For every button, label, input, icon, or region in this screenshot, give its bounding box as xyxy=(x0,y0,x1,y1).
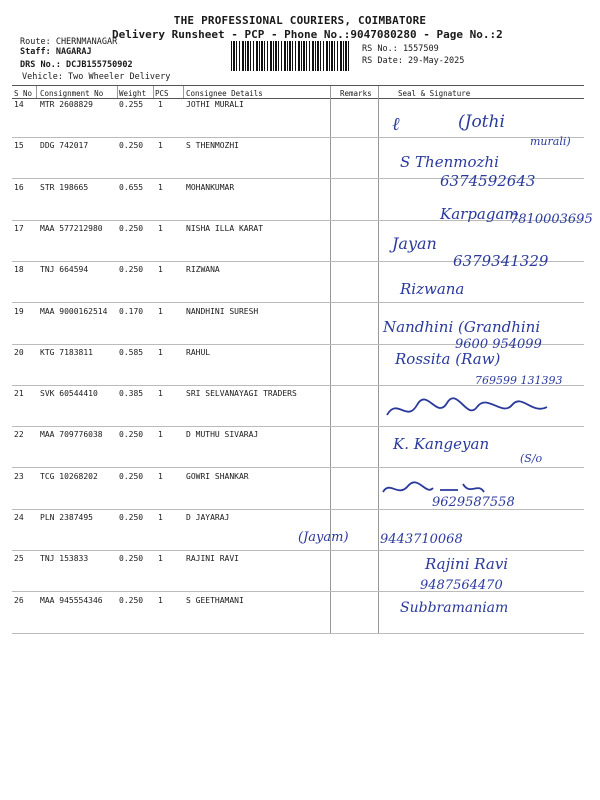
handwritten-note: Jayan xyxy=(392,234,437,253)
row-sno: 20 xyxy=(14,347,24,357)
row-sno: 21 xyxy=(14,389,24,399)
row-weight: 0.250 xyxy=(119,554,144,564)
handwritten-note: 9487564470 xyxy=(420,578,503,593)
row-consignment-no: MTR 2608829 xyxy=(40,100,93,109)
rs-number: RS No.: 1557509 xyxy=(362,44,439,54)
row-divider xyxy=(12,633,584,634)
row-weight: 0.385 xyxy=(119,389,144,399)
handwritten-note: S Thenmozhi xyxy=(400,153,499,171)
row-consignment-no: MAA 577212980 xyxy=(40,223,103,233)
row-consignee: RIZWANA xyxy=(186,265,220,275)
handwritten-note: 9600 954099 xyxy=(455,337,542,352)
handwritten-note: murali) xyxy=(530,135,571,148)
row-divider xyxy=(12,550,584,551)
row-weight: 0.250 xyxy=(119,223,144,233)
col-divider xyxy=(153,86,154,98)
row-divider xyxy=(12,426,584,427)
col-consignment: Consignment No xyxy=(40,89,104,98)
row-consignment-no: STR 198665 xyxy=(40,182,89,192)
row-consignee: SRI SELVANAYAGI TRADERS xyxy=(186,389,297,399)
row-weight: 0.255 xyxy=(119,100,144,109)
rs-date: RS Date: 29-May-2025 xyxy=(362,56,465,66)
col-remarks: Remarks xyxy=(340,89,372,98)
handwritten-note: 7810003695 xyxy=(510,212,593,227)
row-consignment-no: TCG 10268202 xyxy=(40,471,98,481)
row-consignee: D JAYARAJ xyxy=(186,513,230,522)
row-sno: 17 xyxy=(14,223,24,233)
row-consignee: S THENMOZHI xyxy=(186,141,239,151)
row-pcs: 1 xyxy=(158,100,163,109)
row-sno: 26 xyxy=(14,595,24,605)
row-consignment-no: PLN 2387495 xyxy=(40,513,93,522)
row-sno: 22 xyxy=(14,430,24,440)
handwritten-note: Rizwana xyxy=(400,280,465,298)
handwritten-note: 9443710068 xyxy=(380,532,463,547)
handwritten-note: (Jothi xyxy=(458,112,505,132)
row-weight: 0.250 xyxy=(119,471,144,481)
header-bottom-rule xyxy=(12,98,584,99)
row-weight: 0.250 xyxy=(119,265,144,275)
row-sno: 16 xyxy=(14,182,24,192)
handwritten-note: (Jayam) xyxy=(298,530,349,545)
handwritten-note: 769599 131393 xyxy=(475,374,563,387)
row-weight: 0.170 xyxy=(119,306,144,316)
row-pcs: 1 xyxy=(158,347,163,357)
handwritten-note: 6379341329 xyxy=(453,252,549,270)
row-consignment-no: TNJ 664594 xyxy=(40,265,89,275)
col-sno: S No xyxy=(14,89,33,98)
row-consignee: GOWRI SHANKAR xyxy=(186,471,249,481)
table-row xyxy=(0,265,600,306)
handwritten-note: K. Kangeyan xyxy=(393,435,490,453)
row-weight: 0.585 xyxy=(119,347,144,357)
row-divider xyxy=(12,467,584,468)
table-row xyxy=(0,430,600,471)
row-sno: 19 xyxy=(14,306,24,316)
row-consignee: RAJINI RAVI xyxy=(186,554,239,564)
row-consignee: MOHANKUMAR xyxy=(186,182,235,192)
row-sno: 15 xyxy=(14,141,24,151)
row-divider xyxy=(12,302,584,303)
handwritten-mark: ℓ xyxy=(392,114,400,135)
tamil-signature xyxy=(382,395,552,425)
row-consignment-no: TNJ 153833 xyxy=(40,554,89,564)
row-consignment-no: MAA 709776038 xyxy=(40,430,103,440)
row-consignee: NISHA ILLA KARAT xyxy=(186,223,264,233)
row-pcs: 1 xyxy=(158,306,163,316)
col-divider xyxy=(117,86,118,98)
handwritten-note: Rossita (Raw) xyxy=(395,350,501,368)
row-pcs: 1 xyxy=(158,430,163,440)
row-pcs: 1 xyxy=(158,513,163,522)
drs-number: DRS No.: DCJB155750902 xyxy=(20,60,133,70)
row-sno: 18 xyxy=(14,265,24,275)
row-consignment-no: KTG 7183811 xyxy=(40,347,93,357)
row-consignment-no: MAA 945554346 xyxy=(40,595,103,605)
row-weight: 0.250 xyxy=(119,430,144,440)
row-consignee: S GEETHAMANI xyxy=(186,595,244,605)
barcode xyxy=(231,41,351,71)
row-consignee: RAHUL xyxy=(186,347,211,357)
handwritten-note: Nandhini (Grandhini xyxy=(383,318,541,336)
table-row xyxy=(0,596,600,637)
row-consignment-no: MAA 9000162514 xyxy=(40,306,108,316)
col-divider xyxy=(183,86,184,98)
route-label: Route: CHERNMANAGAR xyxy=(20,37,118,47)
handwritten-note: (S/o xyxy=(520,452,543,465)
row-consignee: JOTHI MURALI xyxy=(186,100,244,109)
row-consignee: NANDHINI SURESH xyxy=(186,306,259,316)
header-top-rule xyxy=(12,85,584,86)
row-sno: 24 xyxy=(14,513,24,522)
row-weight: 0.250 xyxy=(119,513,144,522)
row-divider xyxy=(12,137,584,138)
staff-label: Staff: NAGARAJ xyxy=(20,47,92,57)
row-consignment-no: SVK 60544410 xyxy=(40,389,98,399)
row-pcs: 1 xyxy=(158,389,163,399)
table-row xyxy=(0,554,600,595)
row-weight: 0.655 xyxy=(119,182,144,192)
col-signature: Seal & Signature xyxy=(398,89,471,98)
row-pcs: 1 xyxy=(158,595,163,605)
row-pcs: 1 xyxy=(158,223,163,233)
company-title: THE PROFESSIONAL COURIERS, COIMBATORE xyxy=(173,14,427,27)
handwritten-note: Karpagam xyxy=(440,205,519,223)
col-details: Consignee Details xyxy=(186,89,263,98)
row-pcs: 1 xyxy=(158,471,163,481)
row-pcs: 1 xyxy=(158,182,163,192)
table-row xyxy=(0,100,600,141)
handwritten-note: Subbramaniam xyxy=(400,600,509,616)
row-sno: 14 xyxy=(14,100,24,109)
row-consignee: D MUTHU SIVARAJ xyxy=(186,430,259,440)
row-pcs: 1 xyxy=(158,554,163,564)
row-sno: 25 xyxy=(14,554,24,564)
handwritten-note: 6374592643 xyxy=(440,172,536,190)
row-sno: 23 xyxy=(14,471,24,481)
col-weight: Weight xyxy=(119,89,147,98)
row-pcs: 1 xyxy=(158,141,163,151)
col-pcs: PCS xyxy=(155,89,169,98)
vehicle-label: Vehicle: Two Wheeler Delivery xyxy=(22,72,171,82)
handwritten-note: Rajini Ravi xyxy=(425,555,509,573)
row-weight: 0.250 xyxy=(119,141,144,151)
row-pcs: 1 xyxy=(158,265,163,275)
handwritten-note: 9629587558 xyxy=(432,495,515,510)
row-consignment-no: DDG 742017 xyxy=(40,141,89,151)
row-weight: 0.250 xyxy=(119,595,144,605)
runsheet-title: Delivery Runsheet - PCP - Phone No.:9047080280 - Page No.:2 xyxy=(112,28,503,41)
col-divider xyxy=(36,86,37,98)
